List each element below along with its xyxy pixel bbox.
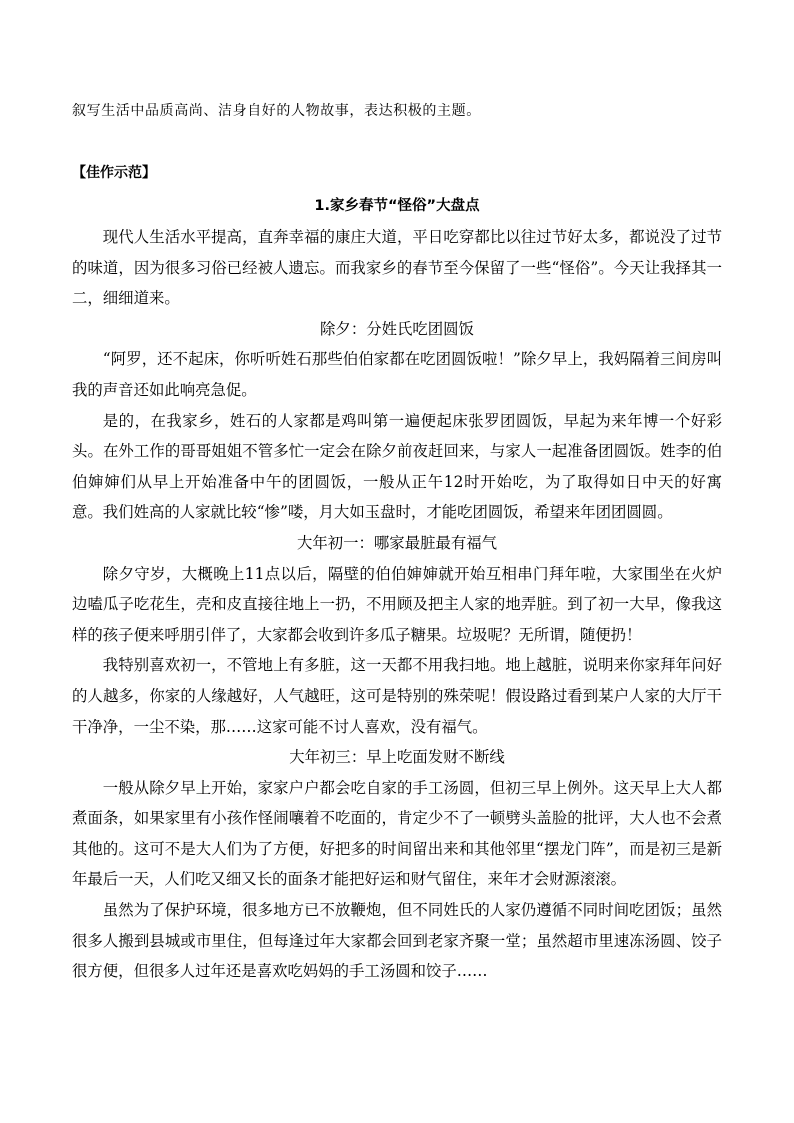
- essay-paragraph: 是的，在我家乡，姓石的人家都是鸡叫第一遍便起床张罗团圆饭，早起为来年博一个好彩头。在外工作的哥哥姐姐不管多忙一定会在除夕前夜赶回来，与家人一起准备团圆饭。姓李的伯伯婶婶们从早上开始准备中午的团圆饭，一般从正午12时开始吃，为了取得如日中天的好寓意。我们姓高的人家就比较“惨”喽，月大如玉盘时，才能吃团圆饭，希望来年团团圆圆。: [72, 411, 722, 522]
- section-label: 【佳作示范】: [72, 165, 156, 181]
- essay-paragraph: 虽然为了保护环境，很多地方已不放鞭炮，但不同姓氏的人家仍遵循不同时间吃团饭；虽然很多人搬到县城或市里住，但每逢过年大家都会回到老家齐聚一堂；虽然超市里速冻汤圆、饺子很方便，但很多人过年还是喜欢吃妈妈的手工汤圆和饺子……: [72, 901, 722, 981]
- essay-paragraph: “阿罗，还不起床，你听听姓石那些伯伯家都在吃团圆饭啦！”除夕早上，我妈隔着三间房叫我的声音还如此响亮急促。: [72, 350, 722, 399]
- essay-paragraph: 我特别喜欢初一，不管地上有多脏，这一天都不用我扫地。地上越脏，说明来你家拜年问好的人越多，你家的人缘越好，人气越旺，这可是特别的殊荣呢！假设路过看到某户人家的大厅干干净净，一尘不染，那……这家可能不讨人喜欢，没有福气。: [72, 656, 722, 736]
- essay-paragraph: 现代人生活水平提高，直奔幸福的康庄大道，平日吃穿都比以往过节好太多，都说没了过节的味道，因为很多习俗已经被人遗忘。而我家乡的春节至今保留了一些“怪俗”。今天让我择其一二，细细道来。: [72, 228, 722, 308]
- essay-paragraph: 除夕守岁，大概晚上11点以后，隔壁的伯伯婶婶就开始互相串门拜年啦，大家围坐在火炉边嗑瓜子吃花生，壳和皮直接往地上一扔，不用顾及把主人家的地弄脏。到了初一大早，像我这样的孩子便来呼朋引伴了，大家都会收到许多瓜子糖果。垃圾呢？无所谓，随便扔！: [72, 564, 722, 644]
- section-heading: 除夕：分姓氏吃团圆饭: [320, 319, 474, 338]
- essay-title: 1.家乡春节“怪俗”大盘点: [314, 198, 480, 214]
- essay: [72, 191, 722, 987]
- intro-text: 叙写生活中品质高尚、洁身自好的人物故事，表达积极的主题。: [72, 103, 481, 119]
- essay-paragraph: 一般从除夕早上开始，家家户户都会吃自家的手工汤圆，但初三早上例外。这天早上大人都煮面条，如果家里有小孩作怪闹嚷着不吃面的，肯定少不了一顿劈头盖脸的批评，大人也不会煮其他的。这可不是大人们为了方便，好把多的时间留出来和其他邻里“摆龙门阵”，而是初三是新年最后一天，人们吃又细又长的面条才能把好运和财气留住，来年才会财源滚滚。: [72, 778, 722, 889]
- section-heading: 大年初一：哪家最脏最有福气: [296, 533, 498, 552]
- section-heading: 大年初三：早上吃面发财不断线: [289, 748, 505, 767]
